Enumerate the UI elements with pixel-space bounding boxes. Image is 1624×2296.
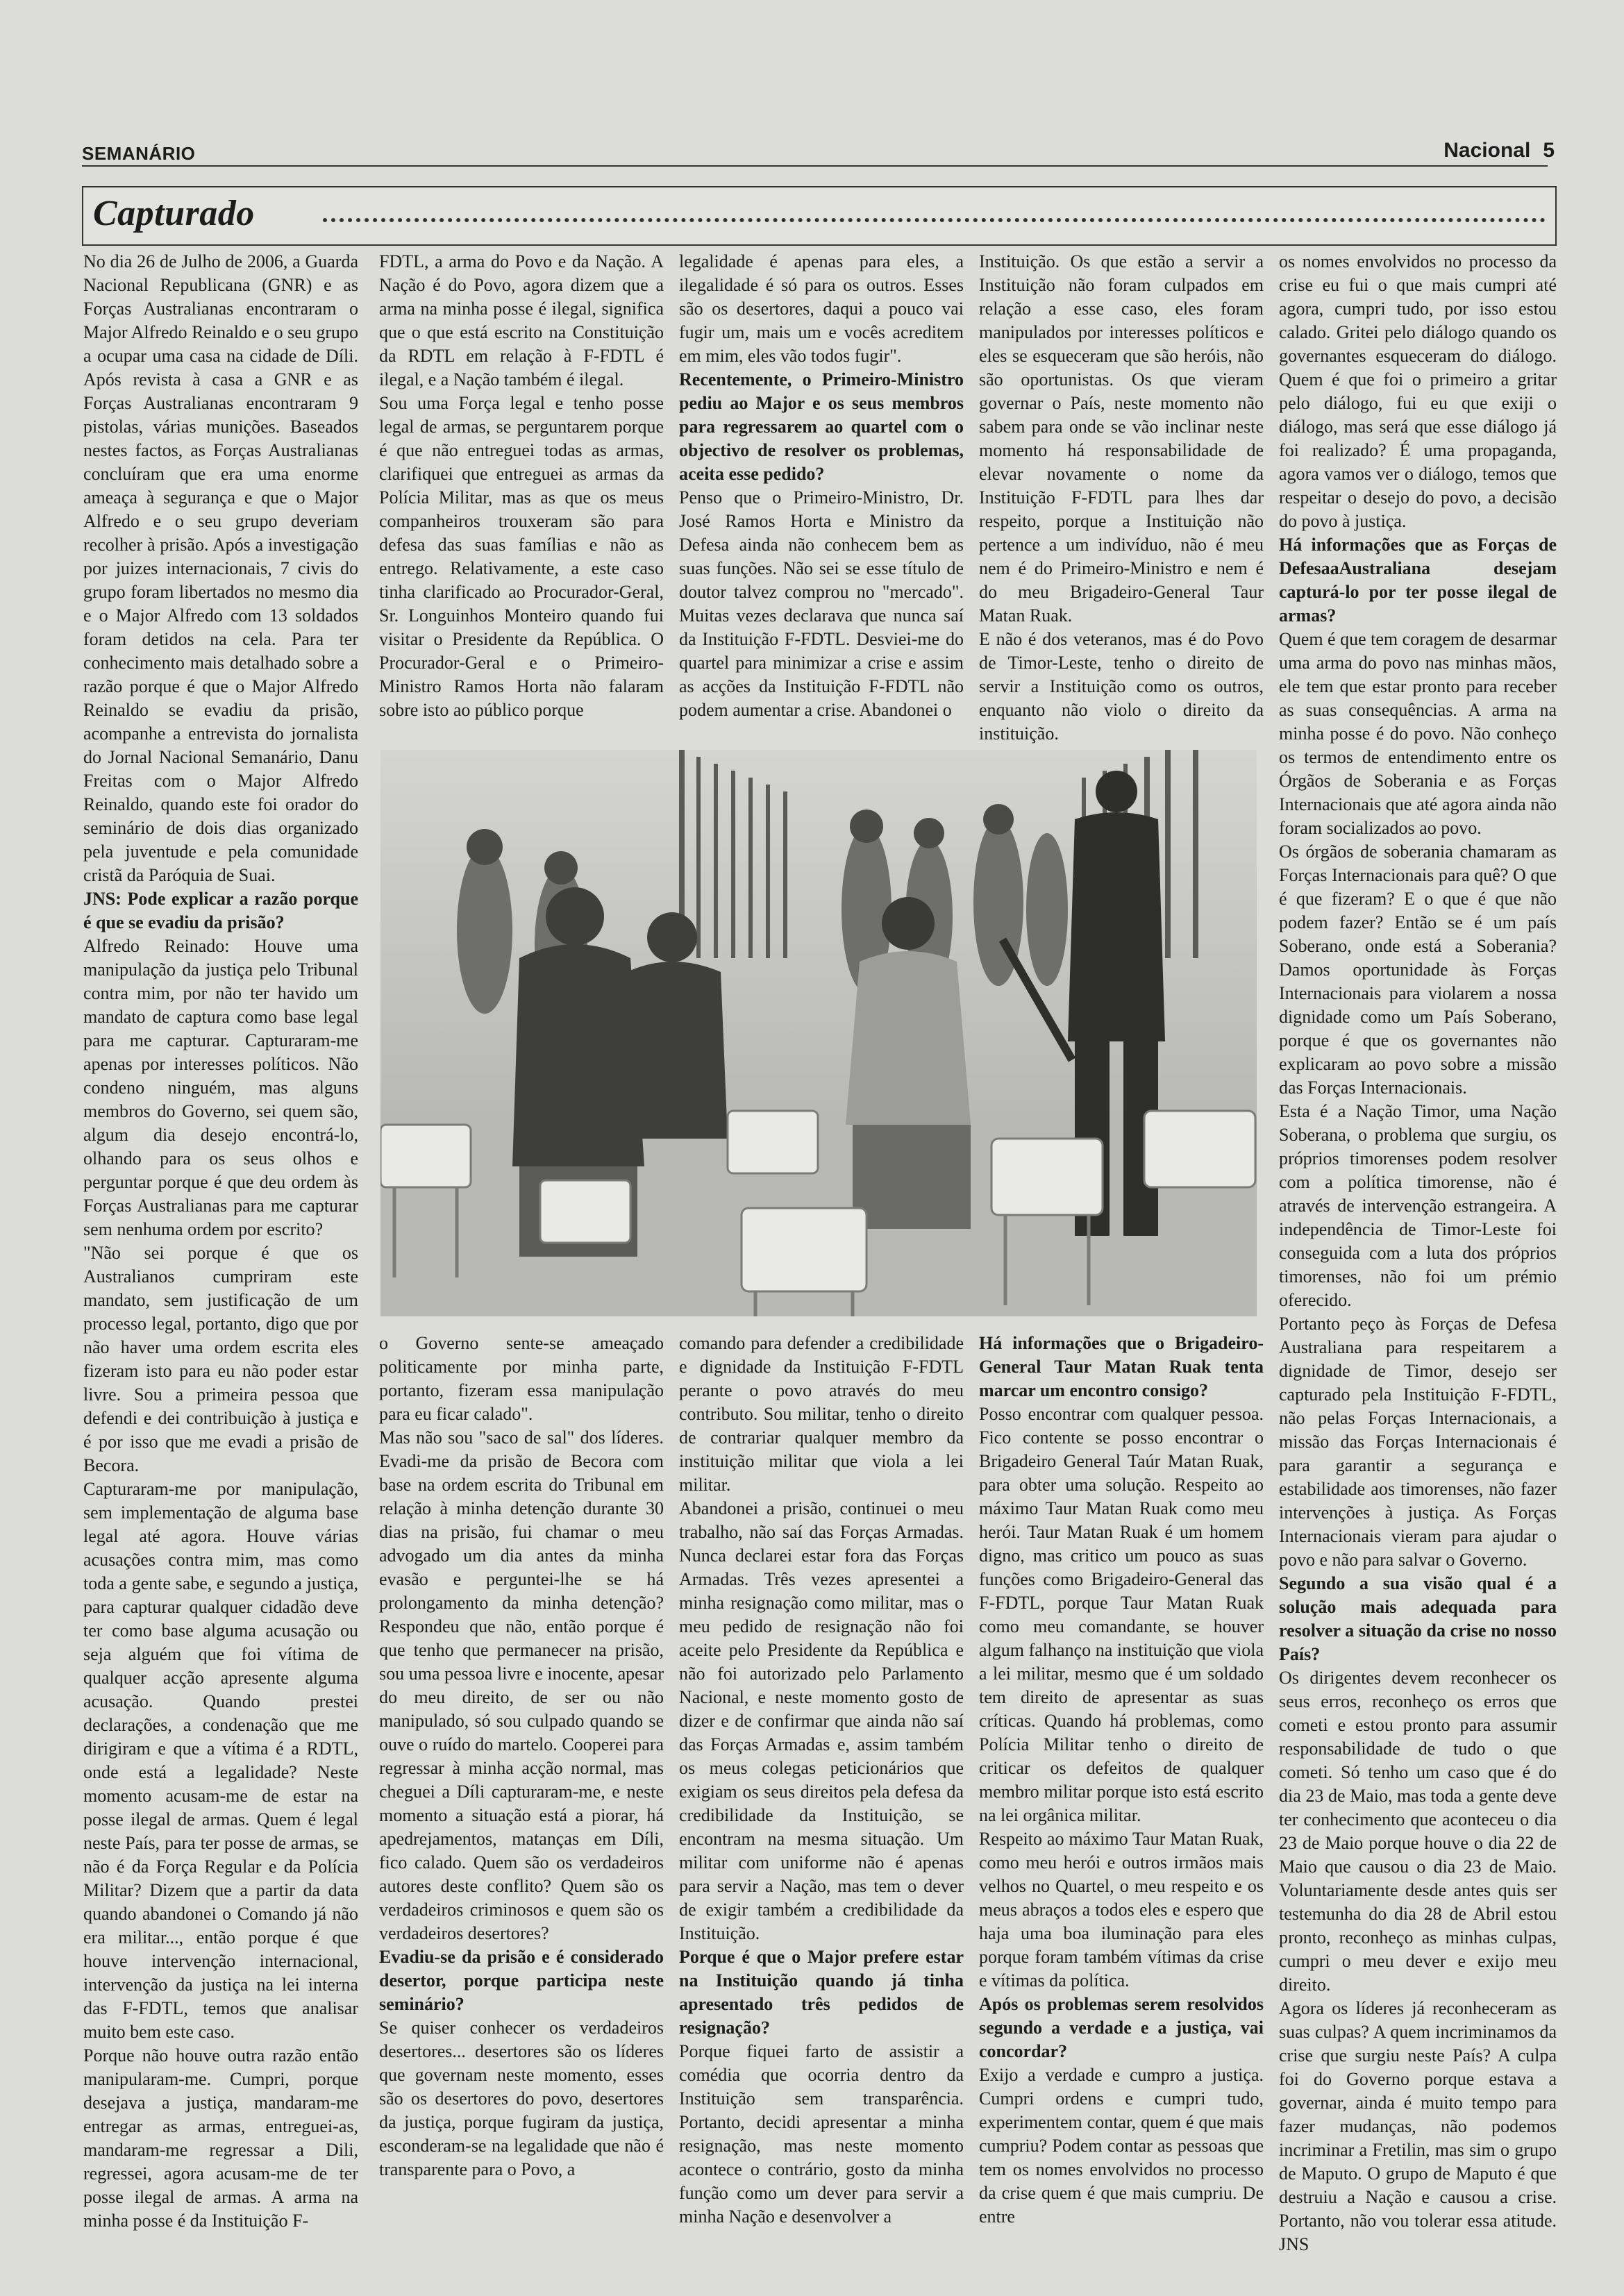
paragraph: Porque fiquei farto de assistir a comédia que ocorria dentro da Instituição sem transparência. Portanto, decidi apresentar a minha resignação, mas neste momento acontece o contrário, gosto da minha função como um dever para servir a minha Nação e desenvolver a xyxy=(679,2041,964,2227)
section-header xyxy=(1443,139,1555,162)
paragraph: Respeito ao máximo Taur Matan Ruak, como meu herói e outros irmãos mais velhos no Quartel, o meu respeito e os meus abraços a todos eles e espero que haja uma boa iluminação para eles porque foram também vítimas da crise e vítimas da política. xyxy=(979,1829,1264,1991)
paragraph: Abandonei a prisão, continuei o meu trabalho, não saí das Forças Armadas. Nunca declarei estar fora das Forças Armadas. Três vezes apresentei a minha resignação como militar, mas o meu pedido de resignação não foi aceite pelo Presidente da República e não foi autorizado pelo Parlamento Nacional, e neste momento gosto de dizer e de confirmar que ainda não saí das Forças Armadas e, assim também os meus colegas peticionários que exigiam os seus direitos pela defesa da credibilidade da Instituição, se encontram na mesma situação. Um militar com uniforme não é apenas para servir a Nação, mas tem o dever de exigir também a credibilidade da Instituição. xyxy=(679,1498,964,1943)
paragraph: Capturaram-me por manipulação, sem implementação de alguma base legal até agora. Houve várias acusações contra mim, mas como toda a gente sabe, e segundo a justiça, para capturar qualquer cidadão deve ter como base alguma acusação ou seja alguém que foi vítima de qualquer acção apresente alguma acusação. Quando prestei declarações, a condenação que me dirigiram e que a vítima é a RDTL, onde está a legalidade? Neste momento acusam-me de estar na posse ilegal de armas. Quem é legal neste País, para ter posse de armas, se não é da Força Regular e da Polícia Militar? Dizem que a partir da data quando abandonei o Comando já não era militar..., então porque é que houve intervenção internacional, intervenção da justiça na lei interna das F-FDTL, temos que analisar muito bem este caso. xyxy=(83,1479,358,2042)
interview-question: Porque é que o Major prefere estar na Instituição quando já tinha apresentado três pedidos de resignação? xyxy=(679,1947,964,2038)
page-number: 5 xyxy=(1543,139,1555,162)
paragraph: Sou uma Força legal e tenho posse legal de armas, se perguntarem porque é que não entreguei todas as armas, clarifiquei que entreguei as armas da Polícia Militar, mas as que os meus companheiros trouxeram são para defesa das suas famílias e não as entrego. Relativamente, a este caso tinha clarificado ao Procurador-Geral, Sr. Longuinhos Monteiro quando fui visitar o Presidente da República. O Procurador-Geral e o Primeiro-Ministro Ramos Horta não falaram sobre isto ao público porque xyxy=(379,393,664,720)
paragraph: Posso encontrar com qualquer pessoa. Fico contente se posso encontrar o Brigadeiro General Taúr Matan Ruak, para obter uma solução. Respeito ao máximo Taur Matan Ruak como meu herói. Taur Matan Ruak é um homem digno, mas critico um pouco as suas funções como Brigadeiro-General das F-FDTL, porque Taur Matan Ruak como meu comandante, se houver algum falhanço na instituição que viola a lei militar, mesmo que é um soldado tem direito de apresentar as suas críticas. Quando há problemas, como Polícia Militar tenho o direito de criticar os defeitos de qualquer membro militar porque isto está escrito na lei orgânica militar. xyxy=(979,1404,1264,1825)
article-title-box xyxy=(82,186,1557,246)
column-3-top xyxy=(679,250,964,750)
column-4-top xyxy=(979,250,1264,750)
paragraph: No dia 26 de Julho de 2006, a Guarda Nacional Republicana (GNR) e as Forças Australianas encontraram o Major Alfredo Reinaldo e o seu grupo a ocupar uma casa na cidade de Díli. Após revista à casa a GNR e as Forças Australianas encontraram 9 pistolas, várias munições. Baseados nestes factos, as Forças Australianas concluíram que era uma enorme ameaça à segurança e que o Major Alfredo e o seu grupo deveriam recolher à prisão. Após a investigação por juizes internacionais, 7 civis do grupo foram libertados no mesmo dia e o Major Alfredo com 13 soldados foram detidos na cela. Para ter conhecimento mais detalhado sobre a razão porque é que o Major Alfredo Reinaldo se evadiu da prisão, acompanhe a entrevista do jornalista do Jornal Nacional Semanário, Danu Freitas com o Major Alfredo Reinaldo, quando este foi orador do seminário de dois dias organizado pela juventude e pela comunidade cristã da Paróquia de Suai. xyxy=(83,251,358,885)
paragraph: Agora os líderes já reconheceram as suas culpas? A quem incriminamos da crise que surgiu neste País? A culpa foi do Governo porque estava a governar, ainda é muito tempo para fazer mudanças, não podemos incriminar a Fretilin, mas sim o grupo de Maputo. O grupo de Maputo é que destruiu a Nação e causou a crise. Portanto, não vou tolerar essa atitude. JNS xyxy=(1279,1998,1557,2254)
interview-question: Evadiu-se da prisão e é considerado desertor, porque participa neste seminário? xyxy=(379,1947,664,2014)
paragraph: os nomes envolvidos no processo da crise eu fui o que mais cumpri até agora, cumpri tudo, por isso estou calado. Gritei pelo diálogo quando os governantes esqueceram do diálogo. Quem é que foi o primeiro a gritar pelo diálogo, fui eu que exiji o diálogo, mas será que esse diálogo já foi realizado? É uma propaganda, agora vamos ver o diálogo, temos que respeitar o desejo do povo, a decisão do povo à justiça. xyxy=(1279,251,1557,531)
header-rule xyxy=(82,165,1548,167)
paragraph: Mas não sou "saco de sal" dos líderes. Evadi-me da prisão de Becora com base na ordem escrita do Tribunal em relação à minha detenção durante 30 dias na prisão, fui chamar o meu advogado um dia antes da minha evasão e perguntei-lhe se há prolongamento da minha detenção? Respondeu que não, então porque é que tenho que permanecer na prisão, sou uma pessoa livre e inocente, apesar do meu direito, de ser ou não manipulado, só sou culpado quando se ouve o ruído do martelo. Cooperei para regressar à minha acção normal, mas cheguei a Díli capturaram-me, e neste momento a situação está a piorar, há apedrejamentos, matanças em Díli, fico calado. Quem são os verdadeiros autores deste conflito? Quem são os verdadeiros criminosos e quem são os verdadeiros desertores? xyxy=(379,1427,664,1943)
interview-question: Segundo a sua visão qual é a solução mais adequada para resolver a situação da crise no nosso País? xyxy=(1279,1573,1557,1664)
column-5 xyxy=(1279,250,1557,2263)
interview-question: Recentemente, o Primeiro-Ministro pediu ao Major e os seus membros para regressarem ao quartel com o objectivo de resolver os problemas, aceita esse pedido? xyxy=(679,369,964,484)
article-title: Capturado xyxy=(93,194,255,233)
paragraph: FDTL, a arma do Povo e da Nação. A Nação é do Povo, agora dizem que a arma na minha posse é ilegal, significa que o que está escrito na Constituição da RDTL em relação à F-FDTL é ilegal, e a Nação também é ilegal. xyxy=(379,251,664,389)
paragraph: "Não sei porque é que os Australianos cumpriram este mandato, sem justificação de um processo legal, portanto, digo que por não haver uma ordem escrita eles fizeram isto para eu não poder estar livre. Sou a primeira pessoa que defendi e dei contribuição à justiça e é por isso que me evadi a prisão de Becora. xyxy=(83,1243,358,1475)
article-photo xyxy=(380,750,1257,1316)
paragraph: Penso que o Primeiro-Ministro, Dr. José Ramos Horta e Ministro da Defesa ainda não conhecem bem as suas funções. Não sei se esse título de doutor talvez comprou no "mercado". Muitas vezes declarava que nunca saí da Instituição F-FDTL. Desviei-me do quartel para minimizar a crise e assim as acções da Instituição F-FDTL não podem aumentar a crise. Abandonei o xyxy=(679,487,964,720)
interview-question: Após os problemas serem resolvidos segundo a verdade e a justiça, vai concordar? xyxy=(979,1994,1264,2061)
paragraph: Os órgãos de soberania chamaram as Forças Internacionais para quê? O que é que fizeram? E o que é que não podem fazer? Então se é um país Soberano, onde está a Soberania? Damos oportunidade às Forças Internacionais para violarem a nossa dignidade como um País Soberano, porque é que os governantes não explicaram ao povo sobre a missão das Forças Internacionais. xyxy=(1279,841,1557,1098)
paragraph: Se quiser conhecer os verdadeiros desertores... desertores são os líderes que governam neste momento, esses são os desertores do povo, desertores da justiça, porque fugiram da justiça, esconderam-se na legalidade que não é transparente para o Povo, a xyxy=(379,2018,664,2179)
paragraph: Porque não houve outra razão então manipularam-me. Cumpri, porque desejava a justiça, mandaram-me entregar as armas, entreguei-as, mandaram-me regressar a Dili, regressei, agora acusam-me de ter posse ilegal de armas. A arma na minha posse é da Instituição F- xyxy=(83,2045,358,2231)
paragraph: comando para defender a credibilidade e dignidade da Instituição F-FDTL perante o povo através do meu contributo. Sou militar, tenho o direito de contrariar qualquer membro da instituição militar que viola a lei militar. xyxy=(679,1333,964,1495)
paragraph: legalidade é apenas para eles, a ilegalidade é só para os outros. Esses são os desertores, daqui a pouco vai fugir um, mais um e vocês acreditem em mim, eles vão todos fugir". xyxy=(679,251,964,366)
paragraph: Alfredo Reinado: Houve uma manipulação da justiça pelo Tribunal contra mim, por não ter havido um mandato de captura como base legal para me capturar. Capturaram-me apenas por interesses políticos. Não condeno ninguém, mas alguns membros do Governo, sei quem são, algum dia desejo encontrá-lo, olhando para os seus olhos e perguntar porque é que deu ordem às Forças Australianas para me capturar sem nenhuma ordem por escrito? xyxy=(83,936,358,1239)
paragraph: Esta é a Nação Timor, uma Nação Soberana, o problema que surgiu, os próprios timorenses podem resolver com a política timorense, não é através de intervenção estrangeira. A independência de Timor-Leste foi conseguida com a luta dos próprios timorenses, não foi um prémio oferecido. xyxy=(1279,1101,1557,1310)
paragraph: Portanto peço às Forças de Defesa Australiana para respeitarem a dignidade de Timor, desejo ser capturado pela Instituição F-FDTL, não pelas Forças Internacionais, a missão das Forças Internacionais é para garantir a segurança e estabilidade aos timorenses, não fazer intervenções à justiça. As Forças Internacionais vieram para ajudar o povo e não para salvar o Governo. xyxy=(1279,1314,1557,1570)
photo-illustration xyxy=(380,750,1257,1316)
paragraph: Instituição. Os que estão a servir a Instituição não foram culpados em relação a esse caso, eles foram manipulados por interesses políticos e eles se esqueceram que são heróis, não são oportunistas. Os que vieram governar o País, neste momento não sabem para onde se vão inclinar neste momento há responsabilidade de elevar novamente o nome da Instituição F-FDTL para lhes dar respeito, porque a Instituição não pertence a um indivíduo, não é meu nem é do Primeiro-Ministro e nem é do meu Brigadeiro-General Taur Matan Ruak. xyxy=(979,251,1264,626)
column-2-bottom xyxy=(379,1332,664,2263)
title-dot-leader xyxy=(323,218,1546,222)
column-2-top xyxy=(379,250,664,750)
paragraph: o Governo sente-se ameaçado politicamente por minha parte, portanto, fizeram essa manipulação para eu ficar calado". xyxy=(379,1333,664,1424)
section-name: Nacional xyxy=(1443,139,1531,162)
interview-question: Há informações que as Forças de DefesaaAustraliana desejam capturá-lo por ter posse ilegal de armas? xyxy=(1279,535,1557,626)
column-3-bottom xyxy=(679,1332,964,2263)
interview-question: JNS: Pode explicar a razão porque é que se evadiu da prisão? xyxy=(83,889,358,932)
paragraph: Os dirigentes devem reconhecer os seus erros, reconheço os erros que cometi e estou pronto para assumir responsabilidade de tudo o que cometi. Só tenho um caso que é do dia 23 de Maio, mas toda a gente deve ter conhecimento que aconteceu o dia 23 de Maio porque houve o dia 22 de Maio que causou o dia 23 de Maio. Voluntariamente desde antes quis ser testemunha do dia 28 de Abril estou pronto, reconheço as minhas culpas, cumpri o meu dever e exijo meu direito. xyxy=(1279,1668,1557,1995)
paragraph: Exijo a verdade e cumpro a justiça. Cumpri ordens e cumpri tudo, experimentem contar, quem é que mais cumpriu? Podem contar as pessoas que tem os nomes envolvidos no processo da crise quem é que mais cumpriu. De entre xyxy=(979,2065,1264,2227)
column-4-bottom xyxy=(979,1332,1264,2263)
interview-question: Há informações que o Brigadeiro-General Taur Matan Ruak tenta marcar um encontro consigo? xyxy=(979,1333,1264,1400)
paragraph: Quem é que tem coragem de desarmar uma arma do povo nas minhas mãos, ele tem que estar pronto para receber as suas consequências. A arma na minha posse é do povo. Não conheço os termos de entendimento entre os Órgãos de Soberania e as Forças Internacionais que até agora ainda não foram socializados ao povo. xyxy=(1279,629,1557,838)
paragraph: E não é dos veteranos, mas é do Povo de Timor-Leste, tenho o direito de servir a Instituição como os outros, enquanto não violo o direito da instituição. xyxy=(979,629,1264,744)
column-1 xyxy=(83,250,358,2263)
publication-name: SEMANÁRIO xyxy=(82,143,196,164)
